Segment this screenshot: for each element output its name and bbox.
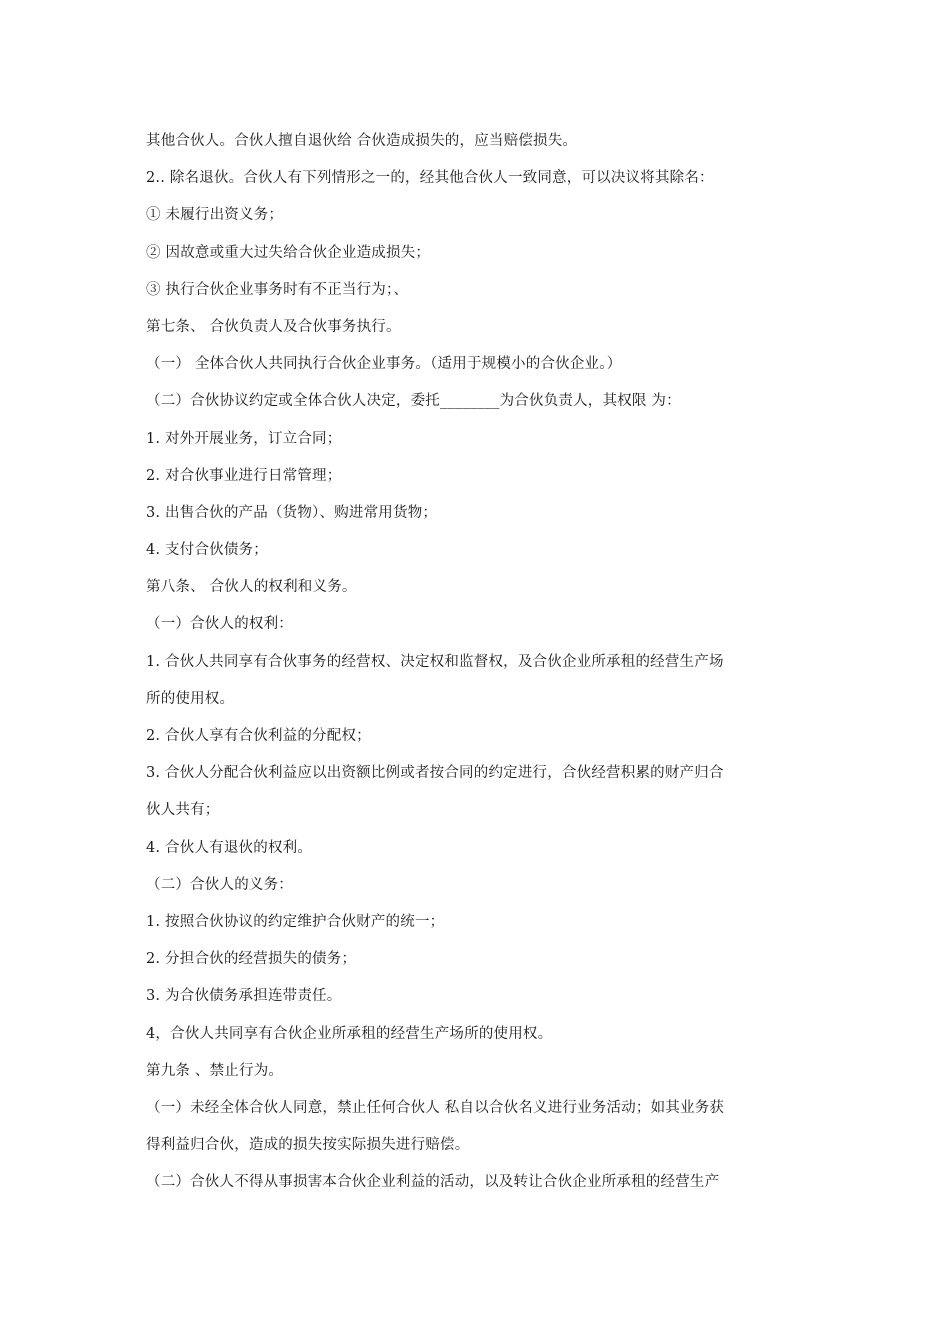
text-line: 得利益归合伙，造成的损失按实际损失进行赔偿。 [146,1137,470,1154]
list-item: 3. 为合伙债务承担连带责任。 [146,988,342,1005]
text-line: 2.. 除名退伙。合伙人有下列情形之一的，经其他合伙人一致同意，可以决议将其除名： [146,170,714,187]
article-heading: 第八条、 合伙人的权利和义务。 [146,579,357,596]
text-line: （二）合伙协议约定或全体合伙人决定，委托________为合伙负责人，其权限 为： [146,393,681,410]
list-item: ③ 执行合伙企业事务时有不正当行为；、 [146,281,409,298]
list-item: 4，合伙人共同享有合伙企业所承租的经营生产场所的使用权。 [146,1025,553,1042]
list-item: 2. 合伙人享有合伙利益的分配权； [146,728,371,744]
list-item: 3. 出售合伙的产品（货物）、购进常用货物； [146,504,438,521]
text-line: 伙人共有； [146,802,220,819]
section-heading: （一）合伙人的权利： [146,616,293,633]
list-item: 4. 支付合伙债务； [146,542,268,559]
list-item: ① 未履行出资义务； [146,207,284,224]
list-item: 2. 对合伙事业进行日常管理； [146,467,342,484]
text-line: 所的使用权。 [146,690,235,707]
text-line: 其他合伙人。合伙人擅自退伙给 合伙造成损失的，应当赔偿损失。 [146,133,578,149]
article-heading: 第七条、 合伙负责人及合伙事务执行。 [146,318,401,335]
list-item: 1. 合伙人共同享有合伙事务的经营权、决定权和监督权，及合伙企业所承租的经营生产场 [146,653,724,670]
document-body [146,123,816,1201]
section-heading: （二）合伙人的义务： [146,876,293,893]
text-line: （二）合伙人不得从事损害本合伙企业利益的活动，以及转让合伙企业所承租的经营生产 [146,1174,720,1191]
list-item: 4. 合伙人有退伙的权利。 [146,839,313,856]
list-item: 2. 分担合伙的经营损失的债务； [146,951,357,968]
article-heading: 第九条 、禁止行为。 [146,1062,284,1079]
list-item: ② 因故意或重大过失给合伙企业造成损失； [146,244,431,261]
text-line: （一）未经全体合伙人同意，禁止任何合伙人 私自以合伙名义进行业务活动；如其业务获 [146,1099,725,1116]
list-item: 1. 对外开展业务，订立合同； [146,430,342,447]
list-item: 3. 合伙人分配合伙利益应以出资额比例或者按合同的约定进行，合伙经营积累的财产归合 [146,765,724,782]
text-line: （一） 全体合伙人共同执行合伙企业事务。（适用于规模小的合伙企业。） [146,356,622,373]
list-item: 1. 按照合伙协议的约定维护合伙财产的统一； [146,913,445,930]
